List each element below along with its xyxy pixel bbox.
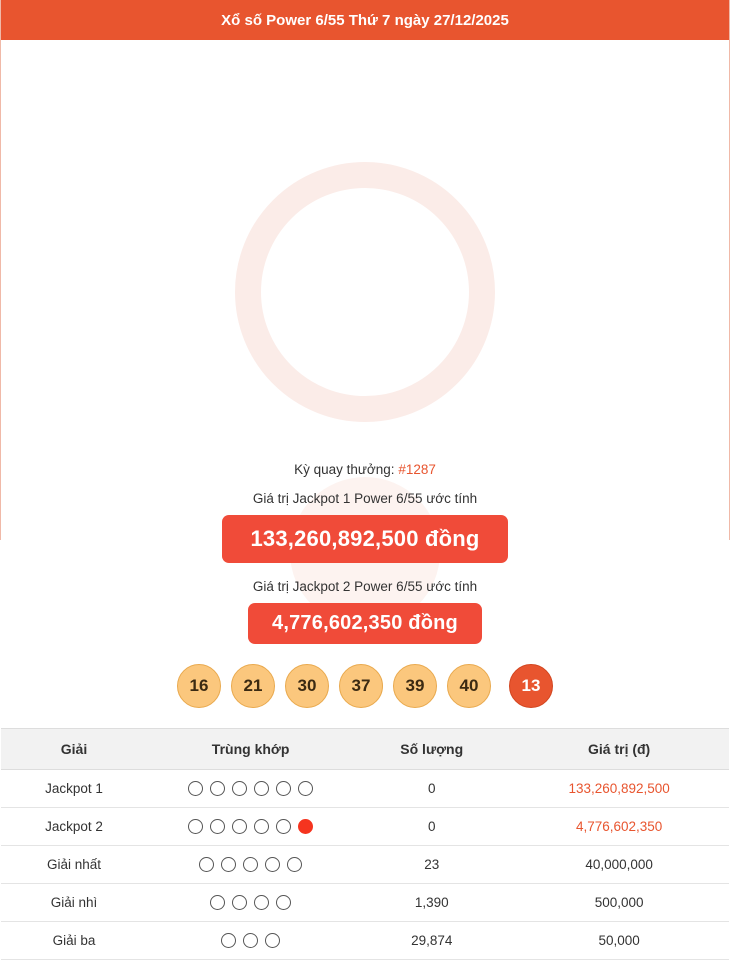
match-cell [147, 770, 354, 808]
winning-numbers [1, 664, 729, 708]
count-cell: 0 [354, 770, 509, 808]
results-table [1, 728, 729, 960]
prize-name-cell: Giải ba [1, 922, 147, 960]
count-cell: 29,874 [354, 922, 509, 960]
watermark-ring [235, 162, 495, 422]
match-cell [147, 884, 354, 922]
match-dot [243, 933, 258, 948]
number-ball: 16 [177, 664, 221, 708]
value-cell: 133,260,892,500 [509, 770, 729, 808]
count-cell: 23 [354, 846, 509, 884]
match-dot [210, 781, 225, 796]
match-cell [147, 922, 354, 960]
match-cell [147, 846, 354, 884]
jackpot2-label: Giá trị Jackpot 2 Power 6/55 ước tính [252, 579, 478, 594]
column-header-match: Trùng khớp [147, 729, 354, 770]
value-cell: 40,000,000 [509, 846, 729, 884]
page-title: Xổ số Power 6/55 Thứ 7 ngày 27/12/2025 [221, 11, 509, 29]
number-ball: 30 [285, 664, 329, 708]
match-dot [254, 781, 269, 796]
match-dot [276, 895, 291, 910]
match-dot [188, 819, 203, 834]
prize-name-cell: Giải nhì [1, 884, 147, 922]
count-cell: 1,390 [354, 884, 509, 922]
match-dot [210, 819, 225, 834]
match-dot [254, 819, 269, 834]
jackpot2-value: 4,776,602,350 đồng [248, 603, 482, 644]
jackpot-info-section [1, 40, 729, 728]
page-header [1, 0, 729, 40]
draw-period [1, 462, 729, 477]
draw-period-label: Kỳ quay thưởng: [294, 462, 395, 477]
column-header-prize: Giải [1, 729, 147, 770]
match-dot [199, 857, 214, 872]
match-dot [276, 781, 291, 796]
number-ball: 21 [231, 664, 275, 708]
table-header-row [1, 729, 729, 770]
match-dot [254, 895, 269, 910]
match-dot [221, 857, 236, 872]
match-dot [232, 895, 247, 910]
table-row [1, 808, 729, 846]
match-dot [232, 781, 247, 796]
value-cell: 50,000 [509, 922, 729, 960]
jackpot1-label: Giá trị Jackpot 1 Power 6/55 ước tính [252, 491, 478, 506]
column-header-count: Số lượng [354, 729, 509, 770]
prize-name-cell: Giải nhất [1, 846, 147, 884]
special-number-ball: 13 [509, 664, 553, 708]
prize-name-cell: Jackpot 2 [1, 808, 147, 846]
match-cell [147, 808, 354, 846]
table-row [1, 770, 729, 808]
match-dots [153, 857, 348, 872]
match-dot [210, 895, 225, 910]
match-dot [232, 819, 247, 834]
match-dot-special [298, 819, 313, 834]
value-cell: 4,776,602,350 [509, 808, 729, 846]
jackpot1-value: 133,260,892,500 đồng [222, 515, 507, 563]
table-row [1, 922, 729, 960]
match-dot [188, 781, 203, 796]
match-dots [153, 781, 348, 796]
results-table-head [1, 729, 729, 770]
number-ball: 39 [393, 664, 437, 708]
match-dot [221, 933, 236, 948]
draw-period-id: #1287 [398, 462, 436, 477]
number-ball: 40 [447, 664, 491, 708]
results-table-body [1, 770, 729, 960]
count-cell: 0 [354, 808, 509, 846]
match-dot [298, 781, 313, 796]
number-ball: 37 [339, 664, 383, 708]
match-dot [276, 819, 291, 834]
table-row [1, 884, 729, 922]
match-dot [265, 933, 280, 948]
column-header-value: Giá trị (đ) [509, 729, 729, 770]
prize-name-cell: Jackpot 1 [1, 770, 147, 808]
match-dot [265, 857, 280, 872]
match-dots [153, 895, 348, 910]
table-row [1, 846, 729, 884]
match-dots [153, 819, 348, 834]
value-cell: 500,000 [509, 884, 729, 922]
match-dot [287, 857, 302, 872]
match-dots [153, 933, 348, 948]
match-dot [243, 857, 258, 872]
